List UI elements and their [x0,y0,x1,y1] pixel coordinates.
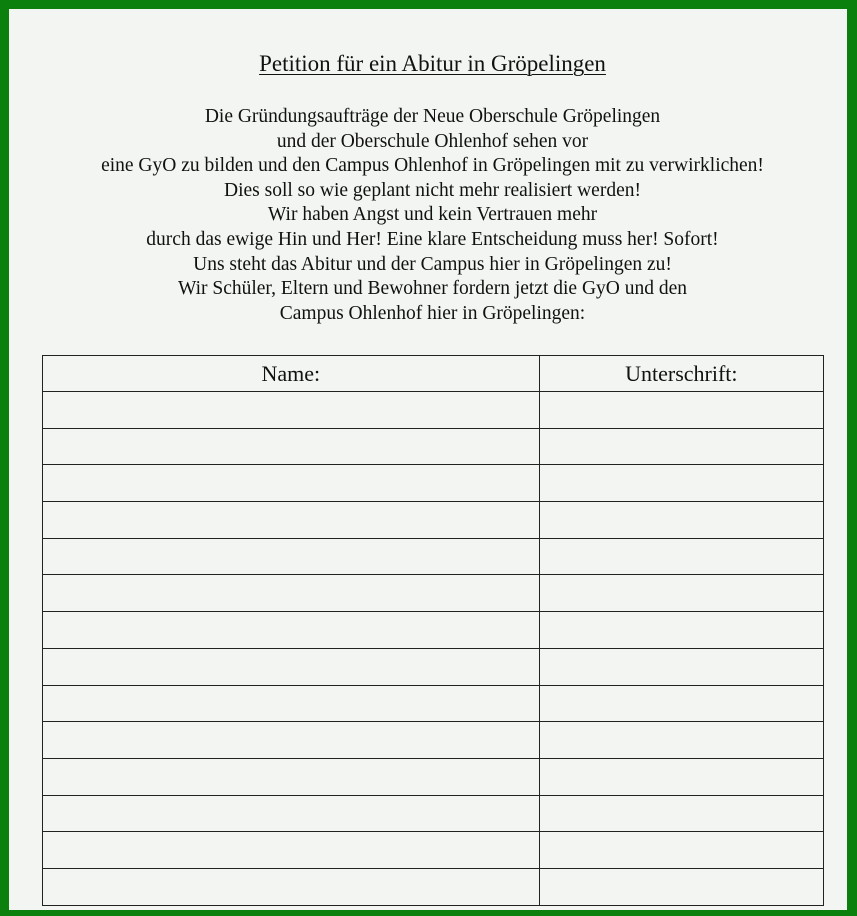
table-row [43,465,824,502]
name-cell[interactable] [43,758,540,795]
signature-cell[interactable] [539,392,823,429]
signature-cell[interactable] [539,465,823,502]
name-cell[interactable] [43,575,540,612]
signature-cell[interactable] [539,648,823,685]
table-row [43,575,824,612]
name-column-header: Name: [43,356,540,392]
petition-text-line: Die Gründungsaufträge der Neue Oberschule Gröpelingen [204,106,661,127]
table-header-row [43,356,824,392]
signature-cell[interactable] [539,832,823,869]
signature-cell[interactable] [539,502,823,539]
name-cell[interactable] [43,685,540,722]
petition-title: Petition für ein Abitur in Gröpelingen [259,51,606,76]
name-cell[interactable] [43,612,540,649]
name-cell[interactable] [43,868,540,905]
petition-text-line: Uns steht das Abitur und der Campus hier in Gröpelingen zu! [193,253,672,275]
signature-table-body [43,392,824,906]
petition-text [9,105,847,326]
name-cell[interactable] [43,465,540,502]
petition-text-line: eine GyO zu bilden und den Campus Ohlenhof in Gröpelingen mit zu verwirklichen! [101,155,764,177]
signature-cell[interactable] [539,868,823,905]
name-cell[interactable] [43,392,540,429]
table-row [43,832,824,869]
table-row [43,538,824,575]
signature-cell[interactable] [539,685,823,722]
name-cell[interactable] [43,795,540,832]
signature-cell[interactable] [539,575,823,612]
signature-cell[interactable] [539,538,823,575]
table-row [43,612,824,649]
table-row [43,758,824,795]
name-cell[interactable] [43,832,540,869]
signature-cell[interactable] [539,612,823,649]
petition-text-line: Wir Schüler, Eltern und Bewohner fordern jetzt die GyO und den [177,278,688,300]
petition-text-line: Wir haben Angst und kein Vertrauen mehr [267,204,598,226]
signature-cell[interactable] [539,758,823,795]
signature-table [42,355,824,906]
table-row [43,722,824,759]
table-row [43,685,824,722]
signature-cell[interactable] [539,722,823,759]
table-row [43,868,824,905]
name-cell[interactable] [43,648,540,685]
name-cell[interactable] [43,428,540,465]
table-row [43,795,824,832]
table-row [43,648,824,685]
petition-text-line: Campus Ohlenhof hier in Gröpelingen: [279,302,586,324]
signature-cell[interactable] [539,428,823,465]
petition-text-line: durch das ewige Hin und Her! Eine klare Entscheidung muss her! Sofort! [146,228,719,250]
signature-column-header: Unterschrift: [539,356,823,392]
signature-cell[interactable] [539,795,823,832]
name-cell[interactable] [43,502,540,539]
table-row [43,502,824,539]
table-row [43,428,824,465]
petition-text-line: Dies soll so wie geplant nicht mehr realisiert werden! [224,179,641,201]
name-cell[interactable] [43,722,540,759]
document-page [9,9,847,910]
table-row [43,392,824,429]
name-cell[interactable] [43,538,540,575]
petition-text-line: und der Oberschule Ohlenhof sehen vor [276,130,589,152]
